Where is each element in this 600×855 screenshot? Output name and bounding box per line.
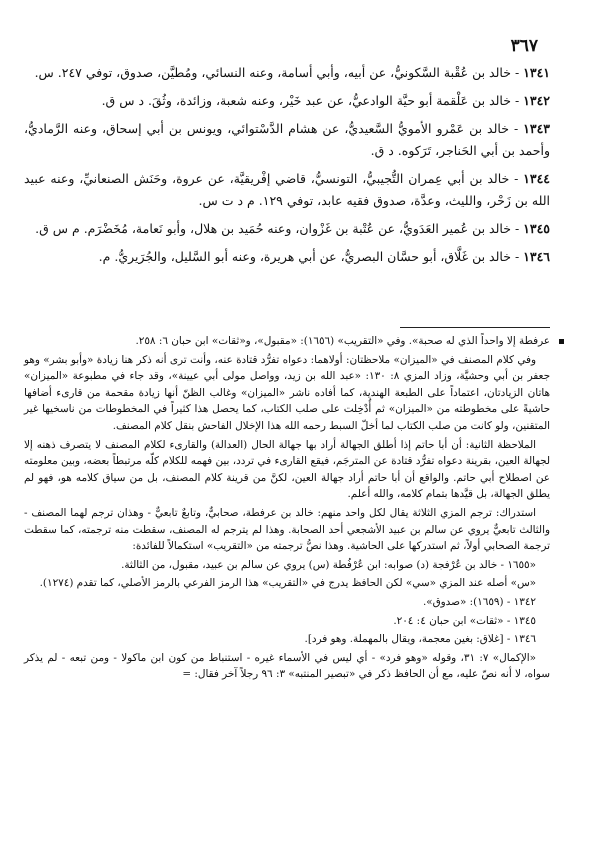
entry-number: ١٣٤٥ xyxy=(523,221,550,236)
entry-text: خالد بن عَمْرو الأمويُّ السَّعيديُّ، عن هشام الدَّسْتوائي، ويونس بن أبي إسحاق، وعنه الرَّماديُّ، وأحمد بن أبي الحَناجر، تَرَكوه. د ق. xyxy=(24,121,550,158)
footnote-paragraph: وفي كلام المصنف في «الميزان» ملاحظتان: أولاهما: دعواه تفرُّد قتادة عنه، وأنت ترى أنه ذكر هنا زيادة «وأبو بشر» وهو جعفر بن أبي وحشيَّة، وزاد المزي ٨: ١٣٠: «عبد الله بن زيد، وواصل مولى أبي عيينة»، وقد جاء في مطبوعة «الميزان» هاتان الزيادتان، اعتماداً على الطبعة الهندية، كما أفاده ناشر «الميزان» وغالب الظنّ أنها زيادة مقحمة من قارىء أضافها حاشيةً على مخطوطته من «الميزان» ثم أُدْخِلت على صلب الكتاب، كما يحصل هذا كثيراً في المخطوطات من ناسخيها غير المتقنين، ولو كانت من صلب الكتاب لما أخلّ السبط رحمه الله هذا الإخلال الفاحش بنقل كلام المصنف. xyxy=(24,353,550,432)
footnote-paragraph: «الإكمال» ٧: ٣١، وقوله «وهو فرد» - أي ليس في الأسماء غيره - استنباط من كون ابن ماكولا - ومن تبعه - لم يذكر سواه، لا أنه نصّ عليه، مع أن الحافظ ذكر في «تبصير المنتبه» ٣: ٩٦ رجلاً آخر فقال: = xyxy=(24,651,550,681)
entry-text: خالد بن غَلَّاق، أبو حسَّان البصريُّ، عن أبي هريرة، وعنه أبو السَّليل، والجُرَيريُّ. م. xyxy=(98,249,511,264)
entries-list xyxy=(24,62,550,274)
entry: ١٣٤٤ - خالد بن أبي عِمران التُّجيبيُّ، التونسيُّ، قاضي إفْريقيَّة، عن عروة، وحَنَش الصنعانيِّ، وعنه عبيد الله بن زَحْر، والليث، وعدَّة، صدوق فقيه عابد، توفي ١٢٩. م د ت س. xyxy=(24,171,550,208)
entry: ١٣٤٣ - خالد بن عَمْرو الأمويُّ السَّعيديُّ، عن هشام الدَّسْتوائي، ويونس بن أبي إسحاق، وعنه الرَّماديُّ، وأحمد بن أبي الحَناجر، تَرَكوه. د ق. xyxy=(24,121,551,158)
footnote-paragraph: استدراك: ترجم المزي الثلاثة يقال لكل واحد منهم: خالد بن عرفطة، صحابيٌّ، وتابعٌ تابعيٌّ - وهذان ترجم لهما المصنف - والثالث تابعيٌّ يروي عن سالم بن عبيد الأشجعي أحد الصحابة. وهذا لم يترجم له المصنف، سقطت منه ترجمته، كما سقطت ترجمة الصحابي أولاً، ثم استدركها على الحاشية. وهذا نصُّ ترجمته من «التقريب» استكمالاً للفائدة: xyxy=(24,506,550,553)
footnote-divider xyxy=(400,327,550,328)
footnote-paragraph: «١٦٥٥ - خالد بن عُرْفجة (د) صوابه: ابن عُرْفُطة (س) يروي عن سالم بن عبيد، مقبول، من الثالثة. xyxy=(121,558,536,571)
entry-number: ١٣٤١ xyxy=(523,65,550,80)
footnote-paragraph: ١٣٤٢ - (١٦٥٩): «صدوق». xyxy=(422,595,536,608)
entry-text: خالد بن عُمير العَدَويُّ، عن عُتْبة بن غَزْوان، وعنه حُمَيد بن هلال، وأبو نَعامة، مُخَضْرَم. م س ق. xyxy=(35,221,511,236)
entry: ١٣٤٢ - خالد بن عَلْقمة أبو حيَّة الوادعيُّ، عن عبد خَيْر، وعنه شعبة، وزائدة، وثُقَ. د س ق. xyxy=(101,93,550,108)
page-number: ٣٦٧ xyxy=(510,36,538,56)
entry-text: خالد بن عَلْقمة أبو حيَّة الوادعيُّ، عن عبد خَيْر، وعنه شعبة، وزائدة، وثُقَ. د س ق. xyxy=(101,93,511,108)
entry-number: ١٣٤٢ xyxy=(523,93,550,108)
bullet-icon xyxy=(559,339,564,344)
entry-number: ١٣٤٤ xyxy=(523,171,550,186)
footnote-paragraph: ١٣٤٥ - «ثقات» ابن حبان ٤: ٢٠٤. xyxy=(393,614,536,627)
footnotes xyxy=(24,333,550,685)
footnote-paragraph: «س» أصله عند المزي «سي» لكن الحافظ يدرج في «التقريب» هذا الرمز الفرعي بالرمز الأصلي، كما تقدم (١٢٧٤). xyxy=(39,577,536,590)
entry-text: خالد بن عُقْبة السَّكونيُّ، عن أبيه، وأبي أسامة، وعنه النسائي، ومُطيَّن، صدوق، توفي ٢٤٧. س. xyxy=(34,65,511,80)
entry-number: ١٣٤٣ xyxy=(523,121,551,136)
entry: ١٣٤١ - خالد بن عُقْبة السَّكونيُّ، عن أبيه، وأبي أسامة، وعنه النسائي، ومُطيَّن، صدوق، توفي ٢٤٧. س. xyxy=(34,65,550,80)
entry-number: ١٣٤٦ xyxy=(523,249,550,264)
footnote-paragraph: الملاحظة الثانية: أن أبا حاتم إذا أطلق الجهالة أراد بها جهالة الحال (العدالة) والقارىء لكلام المصنف لا يتصرف ذهنه إلا لجهالة العين، بقرينة دعواه تفرُّد قتادة عن المترجَم، فيقع القارىء في تردد، بين فهمه للكلام كلّه مرتبطاً بعضه، وبين معلومته عن اصطلاح أبي حاتم. والواقع أن أبا حاتم أراد جهالة العين، لكنَّ من قرينة كلام المصنف، بل من سياق كلامه هو، فهو لم يطلق الجهالة، بل قيَّدها بتمام كلامه، والله أعلم. xyxy=(24,438,550,501)
entry: ١٣٤٦ - خالد بن غَلَّاق، أبو حسَّان البصريُّ، عن أبي هريرة، وعنه أبو السَّليل، والجُرَيريُّ. م. xyxy=(98,249,550,264)
entry: ١٣٤٥ - خالد بن عُمير العَدَويُّ، عن عُتْبة بن غَزْوان، وعنه حُمَيد بن هلال، وأبو نَعامة، مُخَضْرَم. م س ق. xyxy=(35,221,550,236)
footnote-paragraph: ١٣٤٦ - [غلاق: بغين معجمة، ويقال بالمهملة. وهو فرد]. xyxy=(304,633,536,646)
entry-text: خالد بن أبي عِمران التُّجيبيُّ، التونسيُّ، قاضي إفْريقيَّة، عن عروة، وحَنَش الصنعانيِّ، وعنه عبيد الله بن زَحْر، والليث، وعدَّة، صدوق فقيه عابد، توفي ١٢٩. م د ت س. xyxy=(24,171,550,208)
footnote-paragraph: عرفطة إلا واحداً الذي له صحبة». وفي «التقريب» (١٦٥٦): «مقبول»، و«ثقات» ابن حبان ٦: ٢٥٨. xyxy=(135,335,550,347)
